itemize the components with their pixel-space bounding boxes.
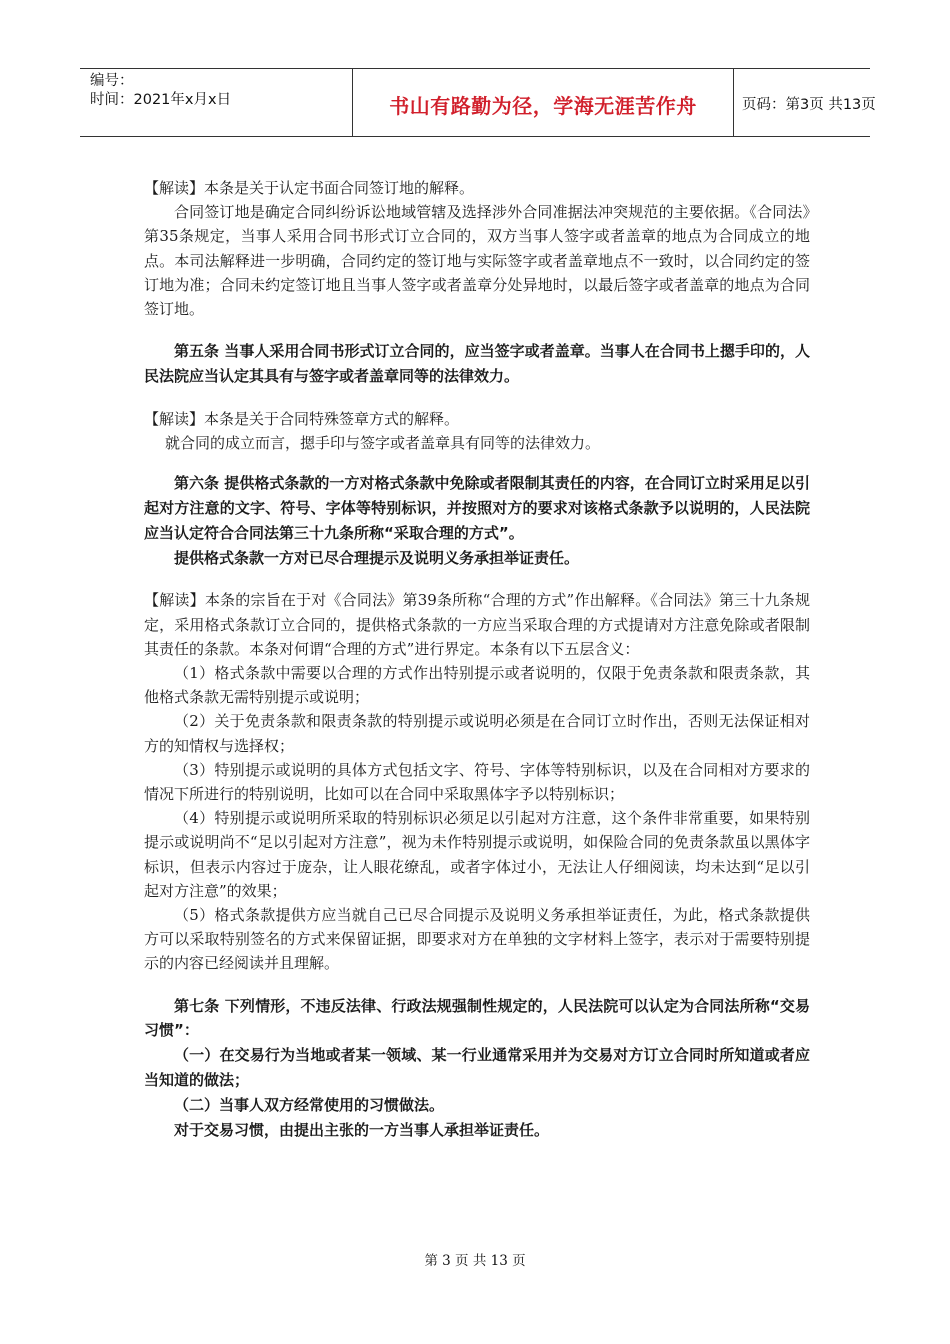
article-5: 第五条 当事人采用合同书形式订立合同的，应当签字或者盖章。当事人在合同书上摁手印的，人民法院应当认定其具有与签字或者盖章同等的法律效力。 <box>144 342 810 386</box>
header-date-label: 时间：2021年x月x日 <box>90 92 232 108</box>
header-motto: 书山有路勤为径，学海无涯苦作舟 <box>389 94 697 118</box>
article-7-para-1: 第七条 下列情形，不违反法律、行政法规强制性规定的，人民法院可以认定为合同法所称“交易习惯”： <box>144 996 810 1040</box>
page-footer: 第 3 页 共 13 页 <box>424 1253 526 1269</box>
page-header <box>80 68 876 137</box>
commentary-art6-item-1: （1）格式条款中需要以合理的方式作出特别提示或者说明的，仅限于免责条款和限责条款，其他格式条款无需特别提示或说明； <box>144 664 810 707</box>
header-motto-cell <box>352 69 734 136</box>
article-7-item-2: （二）当事人双方经常使用的习惯做法。 <box>174 1095 445 1114</box>
article-7-para-2: 对于交易习惯，由提出主张的一方当事人承担举证责任。 <box>174 1120 550 1139</box>
header-meta <box>80 69 270 136</box>
commentary-art6-item-2: （2）关于免责条款和限责条款的特别提示或说明必须是在合同订立时作出，否则无法保证相对方的知情权与选择权； <box>144 712 810 755</box>
commentary-art4-title: 【解读】本条是关于认定书面合同签订地的解释。 <box>144 179 475 197</box>
article-6-para-1: 第六条 提供格式条款的一方对格式条款中免除或者限制其责任的内容，在合同订立时采用足以引起对方注意的文字、符号、字体等特别标识，并按照对方的要求对该格式条款予以说明的，人民法院应当认定符合合同法第三十九条所称“采取合理的方式”。 <box>144 474 810 542</box>
commentary-art5-text: 就合同的成立而言，摁手印与签字或者盖章具有同等的法律效力。 <box>165 434 601 453</box>
commentary-art6-text: 【解读】本条的宗旨在于对《合同法》第39条所称“合理的方式”作出解释。《合同法》第三十九条规定，采用格式条款订立合同的，提供格式条款的一方应当采取合理的方式提请对方注意免除或者限制其责任的条款。本条对何谓“合理的方式”进行界定。本条有以下五层含义： <box>144 591 810 658</box>
document-body <box>144 176 810 1142</box>
header-number-label: 编号： <box>90 73 134 89</box>
commentary-art5-title: 【解读】本条是关于合同特殊签章方式的解释。 <box>144 409 460 428</box>
header-page-info: 页码：第3页 共13页 <box>742 97 876 113</box>
commentary-art6-item-5: （5）格式条款提供方应当就自己已尽合同提示及说明义务承担举证责任，为此，格式条款提供方可以采取特别签名的方式来保留证据，即要求对方在单独的文字材料上签字，表示对于需要特别提示的内容已经阅读并且理解。 <box>144 906 810 973</box>
commentary-art6-item-3: （3）特别提示或说明的具体方式包括文字、符号、字体等特别标识，以及在合同相对方要求的情况下所进行的特别说明，比如可以在合同中采取黑体字予以特别标识； <box>144 760 810 804</box>
commentary-art4-text: 合同签订地是确定合同纠纷诉讼地域管辖及选择涉外合同准据法冲突规范的主要依据。《合同法》第35条规定，当事人采用合同书形式订立合同的，双方当事人签字或者盖章的地点为合同成立的地点。本司法解释进一步明确，合同约定的签订地与实际签字或者盖章地点不一致时，以合同约定的签订地为准；合同未约定签订地且当事人签字或者盖章分处异地时，以最后签字或者盖章的地点为合同签订地。 <box>144 203 810 319</box>
article-6-para-2: 提供格式条款一方对已尽合理提示及说明义务承担举证责任。 <box>174 548 580 567</box>
commentary-art6-item-4: （4）特别提示或说明所采取的特别标识必须足以引起对方注意，这个条件非常重要，如果特别提示或说明尚不“足以引起对方注意”，视为未作特别提示或说明，如保险合同的免责条款虽以黑体字标识，但表示内容过于庞杂，让人眼花缭乱，或者字体过小，无法让人仔细阅读，均未达到“足以引起对方注意”的效果； <box>144 809 810 900</box>
article-7-item-1: （一）在交易行为当地或者某一领域、某一行业通常采用并为交易对方订立合同时所知道或者应当知道的做法； <box>144 1046 810 1090</box>
